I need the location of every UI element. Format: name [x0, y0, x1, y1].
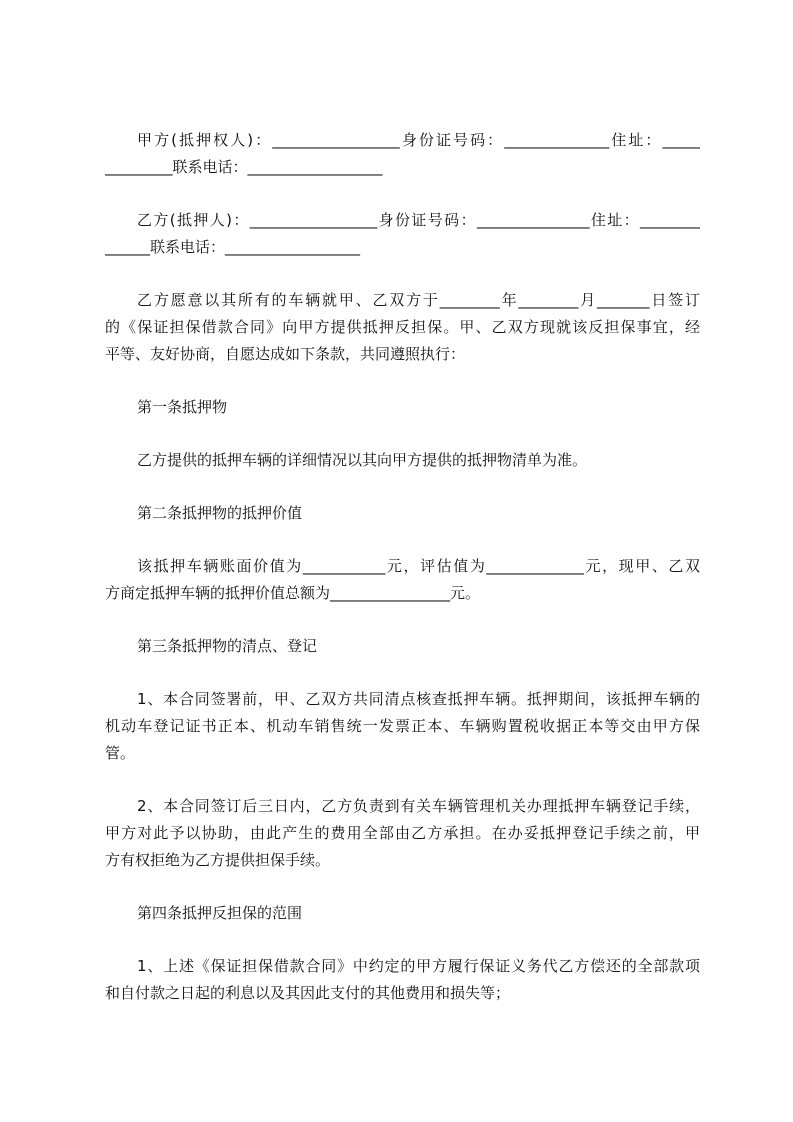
party-b-line: ______联系电话：__________________	[105, 238, 361, 256]
article-3-clause-line: 机动车登记证书正本、机动车销售统一发票正本、车辆购置税收据正本等交由甲方保	[105, 717, 700, 735]
article-4-heading: 第四条抵押反担保的范围	[137, 904, 303, 922]
article-3-heading-block	[105, 633, 700, 660]
preamble-line: 的《保证担保借款合同》向甲方提供抵押反担保。甲、乙双方现就该反担保事宜，经	[105, 318, 700, 336]
article-2-line: 方商定抵押车辆的抵押价值总额为________________元。	[105, 584, 481, 602]
article-1-heading: 第一条抵押物	[137, 398, 228, 416]
article-3-clause-line: 1、本合同签署前，甲、乙双方共同清点核查抵押车辆。抵押期间，该抵押车辆的	[137, 690, 700, 708]
preamble-line: 平等、友好协商，自愿达成如下条款，共同遵照执行：	[105, 345, 466, 363]
party-b-line: 乙方(抵押人)：_________________身份证号码：_______________住址：________	[137, 211, 700, 229]
article-1-line: 乙方提供的抵押车辆的详细情况以其向甲方提供的抵押物清单为准。	[137, 451, 588, 469]
contract-body	[105, 127, 700, 1033]
article-4-clause-line: 1、上述《保证担保借款合同》中约定的甲方履行保证义务代乙方偿还的全部款项	[137, 957, 700, 975]
party-b-info	[105, 207, 700, 261]
article-1-heading-block	[105, 394, 700, 421]
article-3-heading: 第三条抵押物的清点、登记	[137, 637, 318, 655]
article-3-clause-2	[105, 793, 700, 874]
preamble-line: 乙方愿意以其所有的车辆就甲、乙双方于________年________月_______日签订	[137, 291, 700, 309]
party-a-line: 甲方(抵押权人)：_________________身份证号码：______________住址：_____	[137, 131, 700, 149]
article-3-clause-line: 甲方对此予以协助，由此产生的费用全部由乙方承担。在办妥抵押登记手续之前，甲	[105, 824, 700, 842]
article-4-clause-line: 和自付款之日起的利息以及其因此支付的其他费用和损失等；	[105, 984, 511, 1002]
party-a-info	[105, 127, 700, 181]
article-2-line: 该抵押车辆账面价值为___________元，评估值为_____________元，现甲、乙双	[137, 557, 700, 575]
article-2-heading-block	[105, 500, 700, 527]
article-3-clause-line: 2、本合同签订后三日内，乙方负责到有关车辆管理机关办理抵押车辆登记手续，	[137, 797, 700, 815]
article-3-clause-line: 管。	[105, 744, 136, 762]
article-3-clause-1	[105, 686, 700, 767]
preamble-paragraph	[105, 287, 700, 368]
article-1-body	[105, 447, 700, 474]
article-4-heading-block	[105, 900, 700, 927]
party-a-line: _________联系电话：__________________	[105, 158, 383, 176]
article-2-body	[105, 553, 700, 607]
article-3-clause-line: 方有权拒绝为乙方提供担保手续。	[105, 851, 331, 869]
article-2-heading: 第二条抵押物的抵押价值	[137, 504, 303, 522]
article-4-clause-1	[105, 953, 700, 1007]
